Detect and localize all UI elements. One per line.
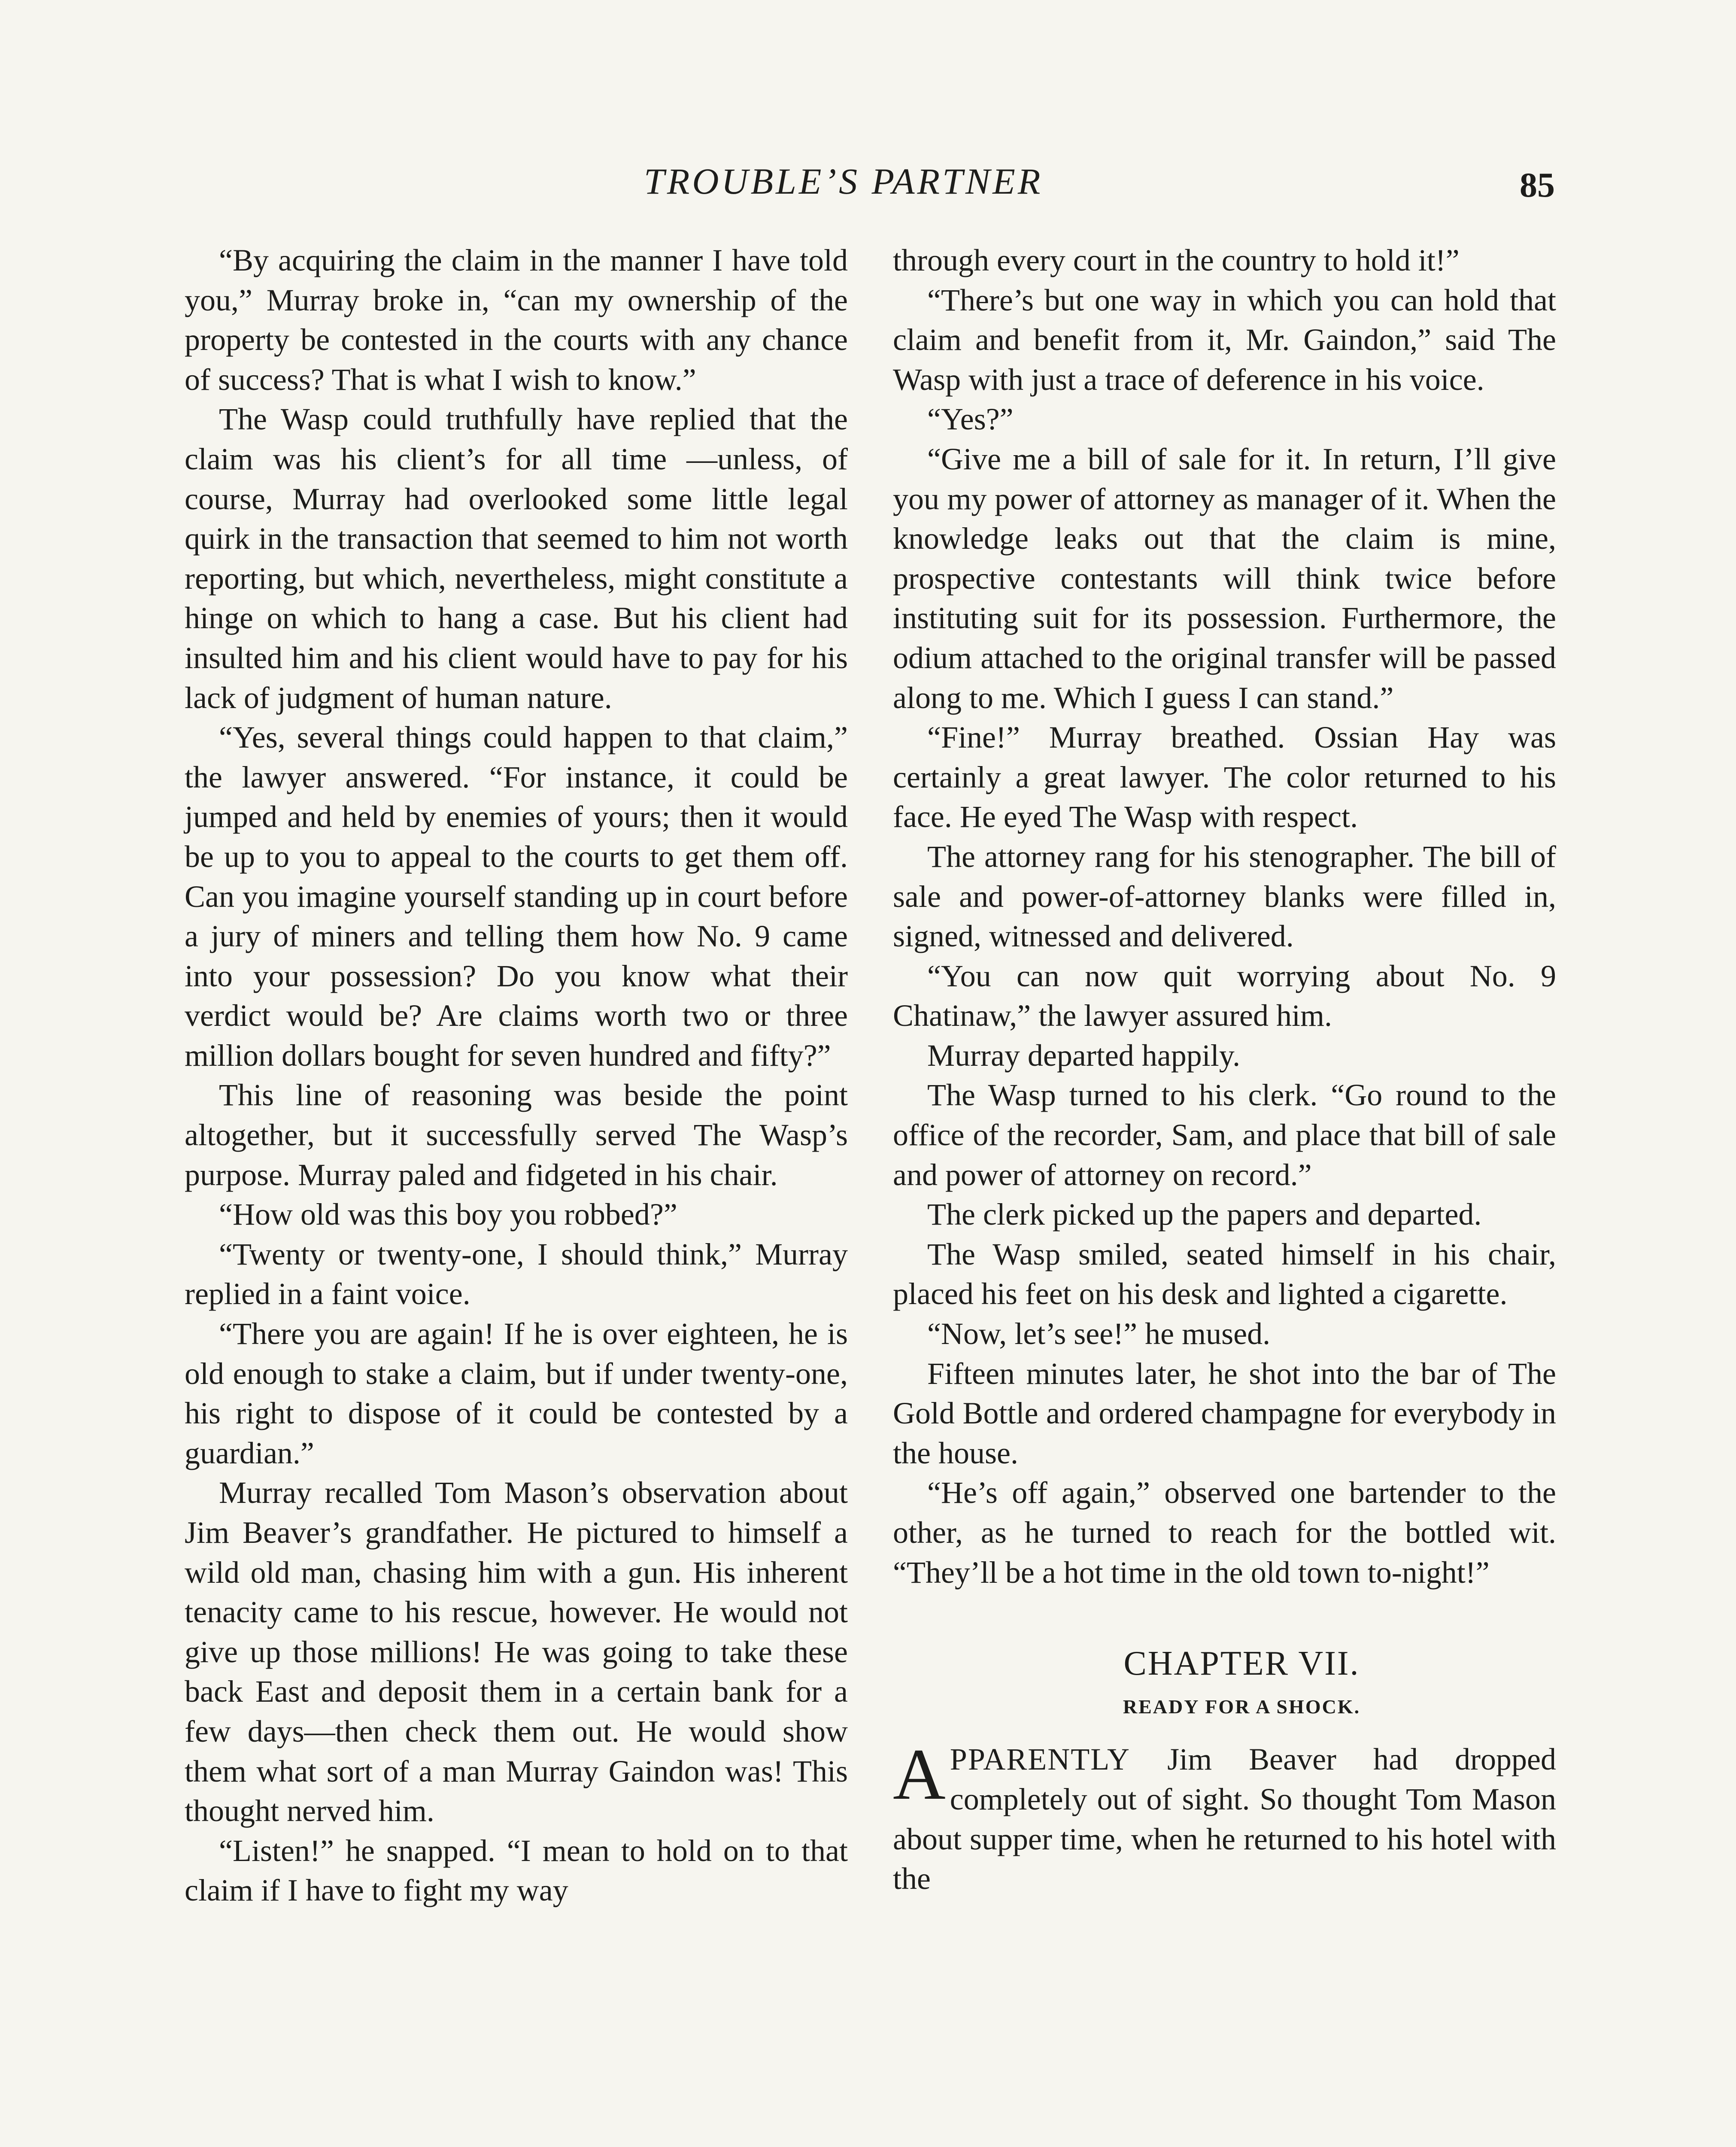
paragraph: Murray recalled Tom Mason’s observation about Jim Beaver’s grandfather. He pictured to himself a wild old man, chasing him with a gun. His inherent tenacity came to his rescue, however. He would not give up those millions! He was going to take these back East and deposit them in a certain bank for a few days—then check them out. He would show them what sort of a man Murray Gaindon was! This thought nerved him.	[185, 1475, 848, 1828]
paragraph: The Wasp smiled, seated himself in his chair, placed his feet on his desk and lighted a cigarette.	[893, 1237, 1556, 1311]
paragraph: Fifteen minutes later, he shot into the bar of The Gold Bottle and ordered champagne for everybody in the house.	[893, 1356, 1556, 1470]
page-number: 85	[1520, 165, 1555, 204]
running-title: TROUBLE’S PARTNER	[644, 161, 1043, 202]
chapter-heading: CHAPTER VII.	[1123, 1645, 1360, 1683]
paragraph: The attorney rang for his stenographer. The bill of sale and power-of-attorney blanks were filled in, signed, witnessed and delivered.	[893, 839, 1556, 954]
paragraph: “There you are again! If he is over eighteen, he is old enough to stake a claim, but if under twenty-one, his right to dispose of it could be contested by a guardian.”	[185, 1317, 848, 1470]
paragraph: Murray departed happily.	[927, 1038, 1241, 1073]
paragraph: “There’s but one way in which you can hold that claim and benefit from it, Mr. Gaindon,” said The Wasp with just a trace of deference in his voice.	[893, 283, 1556, 397]
paragraph: “You can now quit worrying about No. 9 Chatinaw,” the lawyer assured him.	[893, 958, 1556, 1033]
chapter-opening-paragraph	[893, 1734, 1556, 1898]
paragraph: “Twenty or twenty-one, I should think,” Murray replied in a faint voice.	[185, 1237, 848, 1311]
drop-cap: A	[893, 1734, 946, 1815]
paragraph: “Give me a bill of sale for it. In return, I’ll give you my power of attorney as manager of it. When the knowledge leaks out that the claim is mine, prospective contestants will think twice before instituting suit for its possession. Furthermore, the odium attached to the original transfer will be passed along to me. Which I guess I can stand.”	[893, 441, 1556, 715]
paragraph: “By acquiring the claim in the manner I have told you,” Murray broke in, “can my ownership of the property be contested in the courts with any chance of success? That is what I wish to know.”	[185, 243, 848, 397]
paragraph: “He’s off again,” observed one bartender to the other, as he turned to reach for the bottled wit. “They’ll be a hot time in the old town to-night!”	[893, 1475, 1556, 1590]
paragraph: This line of reasoning was beside the point altogether, but it successfully served The Wasp’s purpose. Murray paled and fidgeted in his chair.	[185, 1078, 848, 1192]
opening-text: Jim Beaver had dropped completely out of sight. So thought Tom Mason about supper time, when he returned to his hotel with the	[893, 1742, 1556, 1896]
paragraph: The clerk picked up the papers and departed.	[927, 1197, 1482, 1232]
paragraph: “How old was this boy you robbed?”	[219, 1197, 677, 1232]
paragraph: “Listen!” he snapped. “I mean to hold on to that claim if I have to fight my way	[185, 1833, 848, 1908]
opening-small-caps: PPARENTLY	[950, 1742, 1131, 1777]
paragraph: “Yes, several things could happen to that claim,” the lawyer answered. “For instance, it could be jumped and held by enemies of yours; then it would be up to you to appeal to the courts to get them off. Can you imagine yourself standing up in court before a jury of miners and telling them how No. 9 came into your possession? Do you know what their verdict would be? Are claims worth two or three million dollars bought for seven hundred and fifty?”	[185, 720, 848, 1073]
left-column	[185, 240, 848, 1910]
paragraph-continuation: through every court in the country to hold it!”	[893, 243, 1460, 277]
chapter-subheading: READY FOR A SHOCK.	[1123, 1695, 1361, 1718]
right-column	[893, 240, 1556, 1899]
paragraph: “Yes?”	[927, 402, 1014, 437]
paragraph: The Wasp could truthfully have replied that the claim was his client’s for all time —unless, of course, Murray had overlooked some little legal quirk in the transaction that seemed to him not worth reporting, but which, nevertheless, might constitute a hinge on which to hang a case. But his client had insulted him and his client would have to pay for his lack of judgment of human nature.	[185, 402, 848, 715]
paragraph: “Fine!” Murray breathed. Ossian Hay was certainly a great lawyer. The color returned to his face. He eyed The Wasp with respect.	[893, 720, 1556, 834]
paragraph: “Now, let’s see!” he mused.	[927, 1317, 1271, 1351]
paragraph: The Wasp turned to his clerk. “Go round to the office of the recorder, Sam, and place that bill of sale and power of attorney on record.”	[893, 1078, 1556, 1192]
